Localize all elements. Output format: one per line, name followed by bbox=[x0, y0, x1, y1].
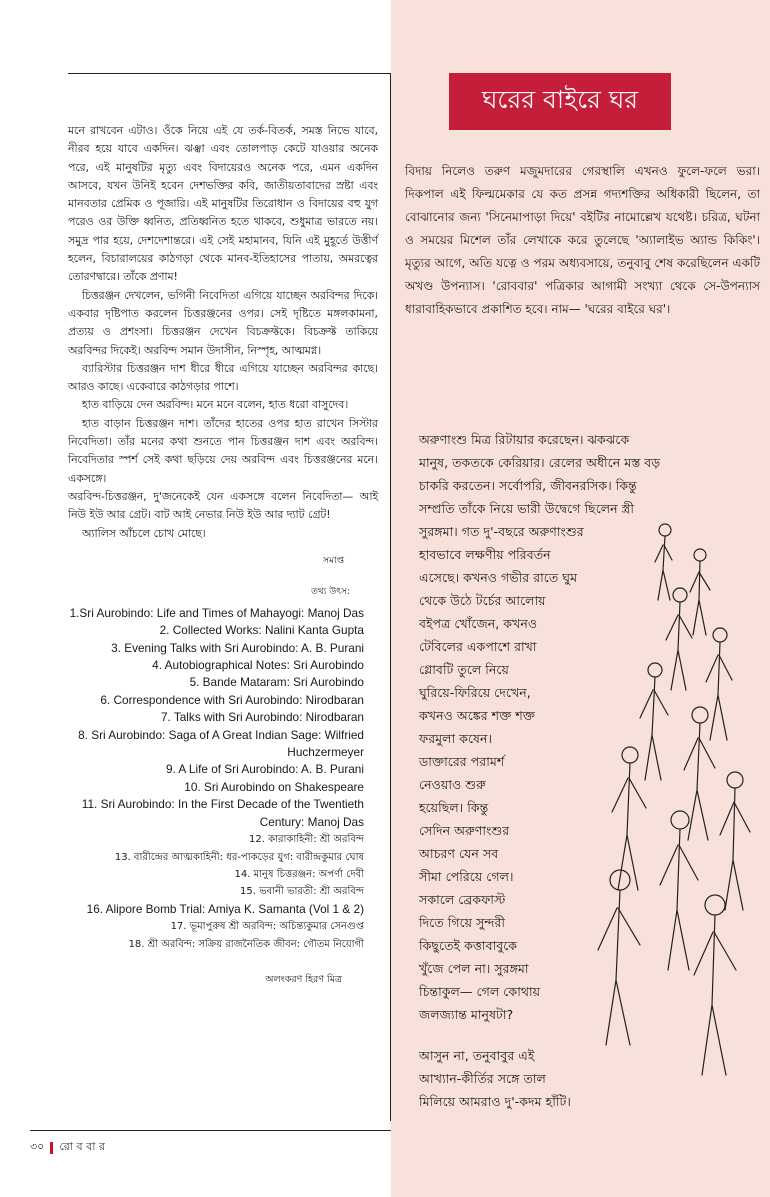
source-item: 8. Sri Aurobindo: Saga of A Great Indian Sage: Wilfried Huchzermeyer bbox=[78, 727, 364, 760]
teaser-line: মানুষ, তকতকে কেরিয়ার। রেলের অধীনে মস্ত বড় bbox=[419, 455, 661, 470]
illustration-credit: অলংকরণ হিরণ মিত্র bbox=[265, 973, 342, 985]
teaser-line: ঘুরিয়ে-ফিরিয়ে দেখেন, bbox=[419, 685, 531, 700]
story-paragraph: ব্যারিস্টার চিত্তরঞ্জন দাশ ধীরে ধীরে এগিয়ে যাচ্ছেন অরবিন্দর কাছে। আরও কাছে। একেবারে কাঠগড়ার পাশে। bbox=[68, 361, 378, 394]
source-item: 9. A Life of Sri Aurobindo: A. B. Purani bbox=[165, 762, 364, 777]
teaser-line: এসেছে। কখনও গভীর রাতে ঘুম bbox=[419, 570, 578, 585]
story-paragraph: অরবিন্দ-চিত্তরঞ্জন, দু'জনেকেই যেন একসঙ্গে বলেন নিবেদিতা— আই নিউ ইউ আর গ্রেট। বাট আই নেভার নিউ ইউ আর দ্যাট গ্রেট! bbox=[68, 489, 378, 522]
teaser-line: সকালে ব্রেকফাস্ট bbox=[419, 892, 506, 907]
teaser-line: অরুণাংশু মিত্র রিটায়ার করেছেন। ঝকঝকে bbox=[419, 432, 630, 447]
feature-title: ঘরের বাইরে ঘর bbox=[481, 85, 639, 114]
source-item: 5. Bande Mataram: Sri Aurobindo bbox=[189, 675, 364, 690]
source-item: 1.Sri Aurobindo: Life and Times of Mahayogi: Manoj Das bbox=[69, 605, 364, 620]
source-item: 12. কারাকাহিনী: শ্রী অরবিন্দ bbox=[249, 834, 364, 846]
title-banner bbox=[449, 73, 671, 130]
page-footer bbox=[30, 1138, 105, 1157]
teaser-line: কখনও অঙ্কের শক্ত শক্ত bbox=[419, 708, 536, 723]
source-item: 16. Alipore Bomb Trial: Amiya K. Samanta (Vol 1 & 2) bbox=[86, 901, 364, 916]
end-mark: সমাপ্ত bbox=[323, 555, 344, 566]
source-item: 15. ভবানী ভারতী: শ্রী অরবিন্দ bbox=[240, 886, 364, 898]
paragraph-gap bbox=[419, 1026, 764, 1044]
teaser-line: খুঁজে পেল না। সুরঙ্গমা bbox=[419, 961, 529, 976]
story-paragraph: অ্যালিস আঁচলে চোখ মোছে। bbox=[82, 526, 206, 540]
story-paragraph: মনে রাখবেন এটাও। ওঁকে নিয়ে এই যে তর্ক-বিতর্ক, সমস্ত নিভে যাবে, নীরব হয়ে যাবে একদিন। ঝঞ্ঝা এবং তোলপাড় কেটে যাওয়ার অনেক পরে, এই মানুষটির মৃত্যু এবং বিদায়েরও অনেক পরে, এমন একদিন আসবে, যখন উনিই হবেন দেশভক্তির কবি, জাতীয়তাবাদের স্রষ্টা এবং মানবতার প্রেমিক ও পূজারি। এই মানুষটির তিরোধান ও বিদায়ের বহু যুগ পরেও ওর উক্তি ধ্বনিত, প্রতিধ্বনিত হতে থাকবে, শুধুমাত্র ভারতে নয়। সমুদ্র পার হয়ে, দেশদেশান্তরে। এই সেই মহামানব, যিনি এই মুহূর্তে উত্তীর্ণ হলেন, বিচারালয়ের কাঠগড়া থেকে মানব-ইতিহাসের পাতায়, অমরত্বের তোরণদ্বারে। তাঁকে প্রণাম! bbox=[68, 124, 378, 284]
source-item: 4. Autobiographical Notes: Sri Aurobindo bbox=[152, 658, 364, 673]
top-rule bbox=[68, 73, 391, 74]
footer-divider bbox=[50, 1142, 53, 1154]
teaser-line: সেদিন অরুণাংশুর bbox=[419, 823, 510, 838]
teaser-line: চিন্তাকুল— গেল কোথায় bbox=[419, 984, 541, 999]
story-paragraph: চিত্তরঞ্জন দেখলেন, ভগিনী নিবেদিতা এগিয়ে যাচ্ছেন অরবিন্দর দিকে। একবার দৃষ্টিপাত করলেন চিত্তরঞ্জনের ওপর। সেই দৃষ্টিতে মঙ্গলকামনা, প্রত্যয় ও প্রশংসা। চিত্তরঞ্জন দেখেন বিচক্রফ্টকে। বিচক্রফ্ট তাকিয়ে অরবিন্দর দিকেই। অরবিন্দ সমান উদাসীন, নিস্পৃহ, আত্মমগ্ন। bbox=[68, 288, 378, 357]
sources-title: তথ্য উৎস: bbox=[311, 586, 350, 597]
source-item: 14. মানুষ চিত্তরঞ্জন: অপর্ণা দেবী bbox=[234, 868, 364, 880]
teaser-line: বইপত্র খোঁজেন, কখনও bbox=[419, 616, 538, 631]
outro-line: মিলিয়ে আমরাও দু'-কদম হাঁটি। bbox=[419, 1094, 571, 1109]
source-item: 13. বারীন্দ্রের আত্মকাহিনী: ধর-পাকড়ের যুগ: বারীন্দ্রকুমার ঘোষ bbox=[114, 851, 364, 863]
teaser-line: চাকরি করতেন। সর্বোপরি, জীবনরসিক। কিন্তু bbox=[419, 478, 637, 493]
teaser-line: কিছুতেই কত্তাবাবুকে bbox=[419, 938, 518, 953]
source-item: 17. ভূমাপুরুষ শ্রী অরবিন্দ: অচিন্ত্যকুমার সেনগুপ্ত bbox=[170, 921, 364, 933]
column-divider bbox=[390, 73, 391, 1121]
source-item: 7. Talks with Sri Aurobindo: Nirodbaran bbox=[160, 710, 364, 725]
teaser-line: নেওয়াও শুরু bbox=[419, 777, 486, 792]
source-item: 6. Correspondence with Sri Aurobindo: Nirodbaran bbox=[100, 692, 364, 707]
main-teaser bbox=[419, 428, 764, 1113]
teaser-line: হাবভাবে লক্ষণীয় পরিবর্তন bbox=[419, 547, 551, 562]
teaser-line: সুরঙ্গমা। গত দু'-বছরে অরুণাংশুর bbox=[419, 524, 584, 539]
page-number: ৩০ bbox=[30, 1140, 45, 1153]
teaser-line: সম্প্রতি তাঁকে নিয়ে ভারী উদ্বেগে ছিলেন স্ত্রী bbox=[419, 501, 634, 516]
teaser-line: থেকে উঠে টর্চের আলোয় bbox=[419, 593, 546, 608]
source-item: 3. Evening Talks with Sri Aurobindo: A. B. Purani bbox=[111, 640, 364, 655]
teaser-line: দিতে গিয়ে সুন্দরী bbox=[419, 915, 506, 930]
teaser-line: আচরণ যেন সব bbox=[419, 846, 499, 861]
source-item: 2. Collected Works: Nalini Kanta Gupta bbox=[159, 623, 364, 638]
outro-line: আসুন না, তনুবাবুর এই bbox=[419, 1048, 535, 1063]
sources-list bbox=[68, 605, 378, 953]
teaser-line: হয়েছিল। কিন্তু bbox=[419, 800, 489, 815]
intro-paragraph: বিদায় নিলেও তরুণ মজুমদারের গেরস্থালি এখনও ফুলে-ফলে ভরা। দিকপাল এই ফিল্মমেকার যে কত প্রসন্ন গদ্যশক্তির অধিকারী ছিলেন, তা বোঝানোর জন্য 'সিনেমাপাড়া দিয়ে' বইটির নামোল্লেখ যথেষ্ট। চরিত্র, ঘটনা ও সময়ের মিশেল তাঁর লেখাকে করে তুলেছে 'অ্যালাইভ অ্যান্ড কিকিং'। মৃত্যুর আগে, অতি যত্নে ও পরম অধ্যবসায়ে, তনুবাবু শেষ করেছিলেন একটি অখণ্ড উপন্যাস। 'রোববার' পত্রিকার আগামী সংখ্যা থেকে সে-উপন্যাস ধারাবাহিকভাবে প্রকাশিত হবে। নাম— 'ঘরের বাইরে ঘর'। bbox=[405, 164, 760, 316]
outro-line: আখ্যান-কীর্তির সঙ্গে তাল bbox=[419, 1071, 546, 1086]
source-item: 10. Sri Aurobindo on Shakespeare bbox=[184, 779, 364, 794]
source-item: 11. Sri Aurobindo: In the First Decade of the Twentieth Century: Manoj Das bbox=[81, 797, 364, 829]
teaser-line: জলজ্যান্ত মানুষটা? bbox=[419, 1007, 514, 1022]
left-column bbox=[68, 122, 378, 988]
intro-text bbox=[405, 160, 760, 321]
source-item: 18. শ্রী অরবিন্দ: সক্রিয় রাজনৈতিক জীবন: গৌতম নিয়োগী bbox=[128, 938, 364, 950]
teaser-line: ফরমুলা কষেন। bbox=[419, 731, 492, 746]
teaser-line: গ্লোবটি তুলে নিয়ে bbox=[419, 662, 509, 677]
teaser-line: ডাক্তারের পরামর্শ bbox=[419, 754, 505, 769]
bottom-rule bbox=[30, 1130, 391, 1131]
magazine-name: রো ব বা র bbox=[59, 1140, 105, 1153]
teaser-line: সীমা পেরিয়ে গেল। bbox=[419, 869, 514, 884]
story-paragraph: হাত বাড়িয়ে দেন অরবিন্দ। মনে মনে বলেন, হাত ধরো বাসুদেব। bbox=[82, 398, 349, 412]
teaser-line: টেবিলের একপাশে রাখা bbox=[419, 639, 537, 654]
story-text bbox=[68, 122, 378, 543]
story-paragraph: হাত বাড়ান চিত্তরঞ্জন দাশ। তাঁদের হাতের ওপর হাত রাখেন সিস্টার নিবেদিতা। তাঁর মনের কথা শুনতে পান চিত্তরঞ্জন দাশ এবং অরবিন্দ। নিবেদিতার স্পর্শ সেই কথা ছড়িয়ে দেয় অরবিন্দ এবং চিত্তরঞ্জনের মনে। একসঙ্গে। bbox=[68, 416, 378, 485]
